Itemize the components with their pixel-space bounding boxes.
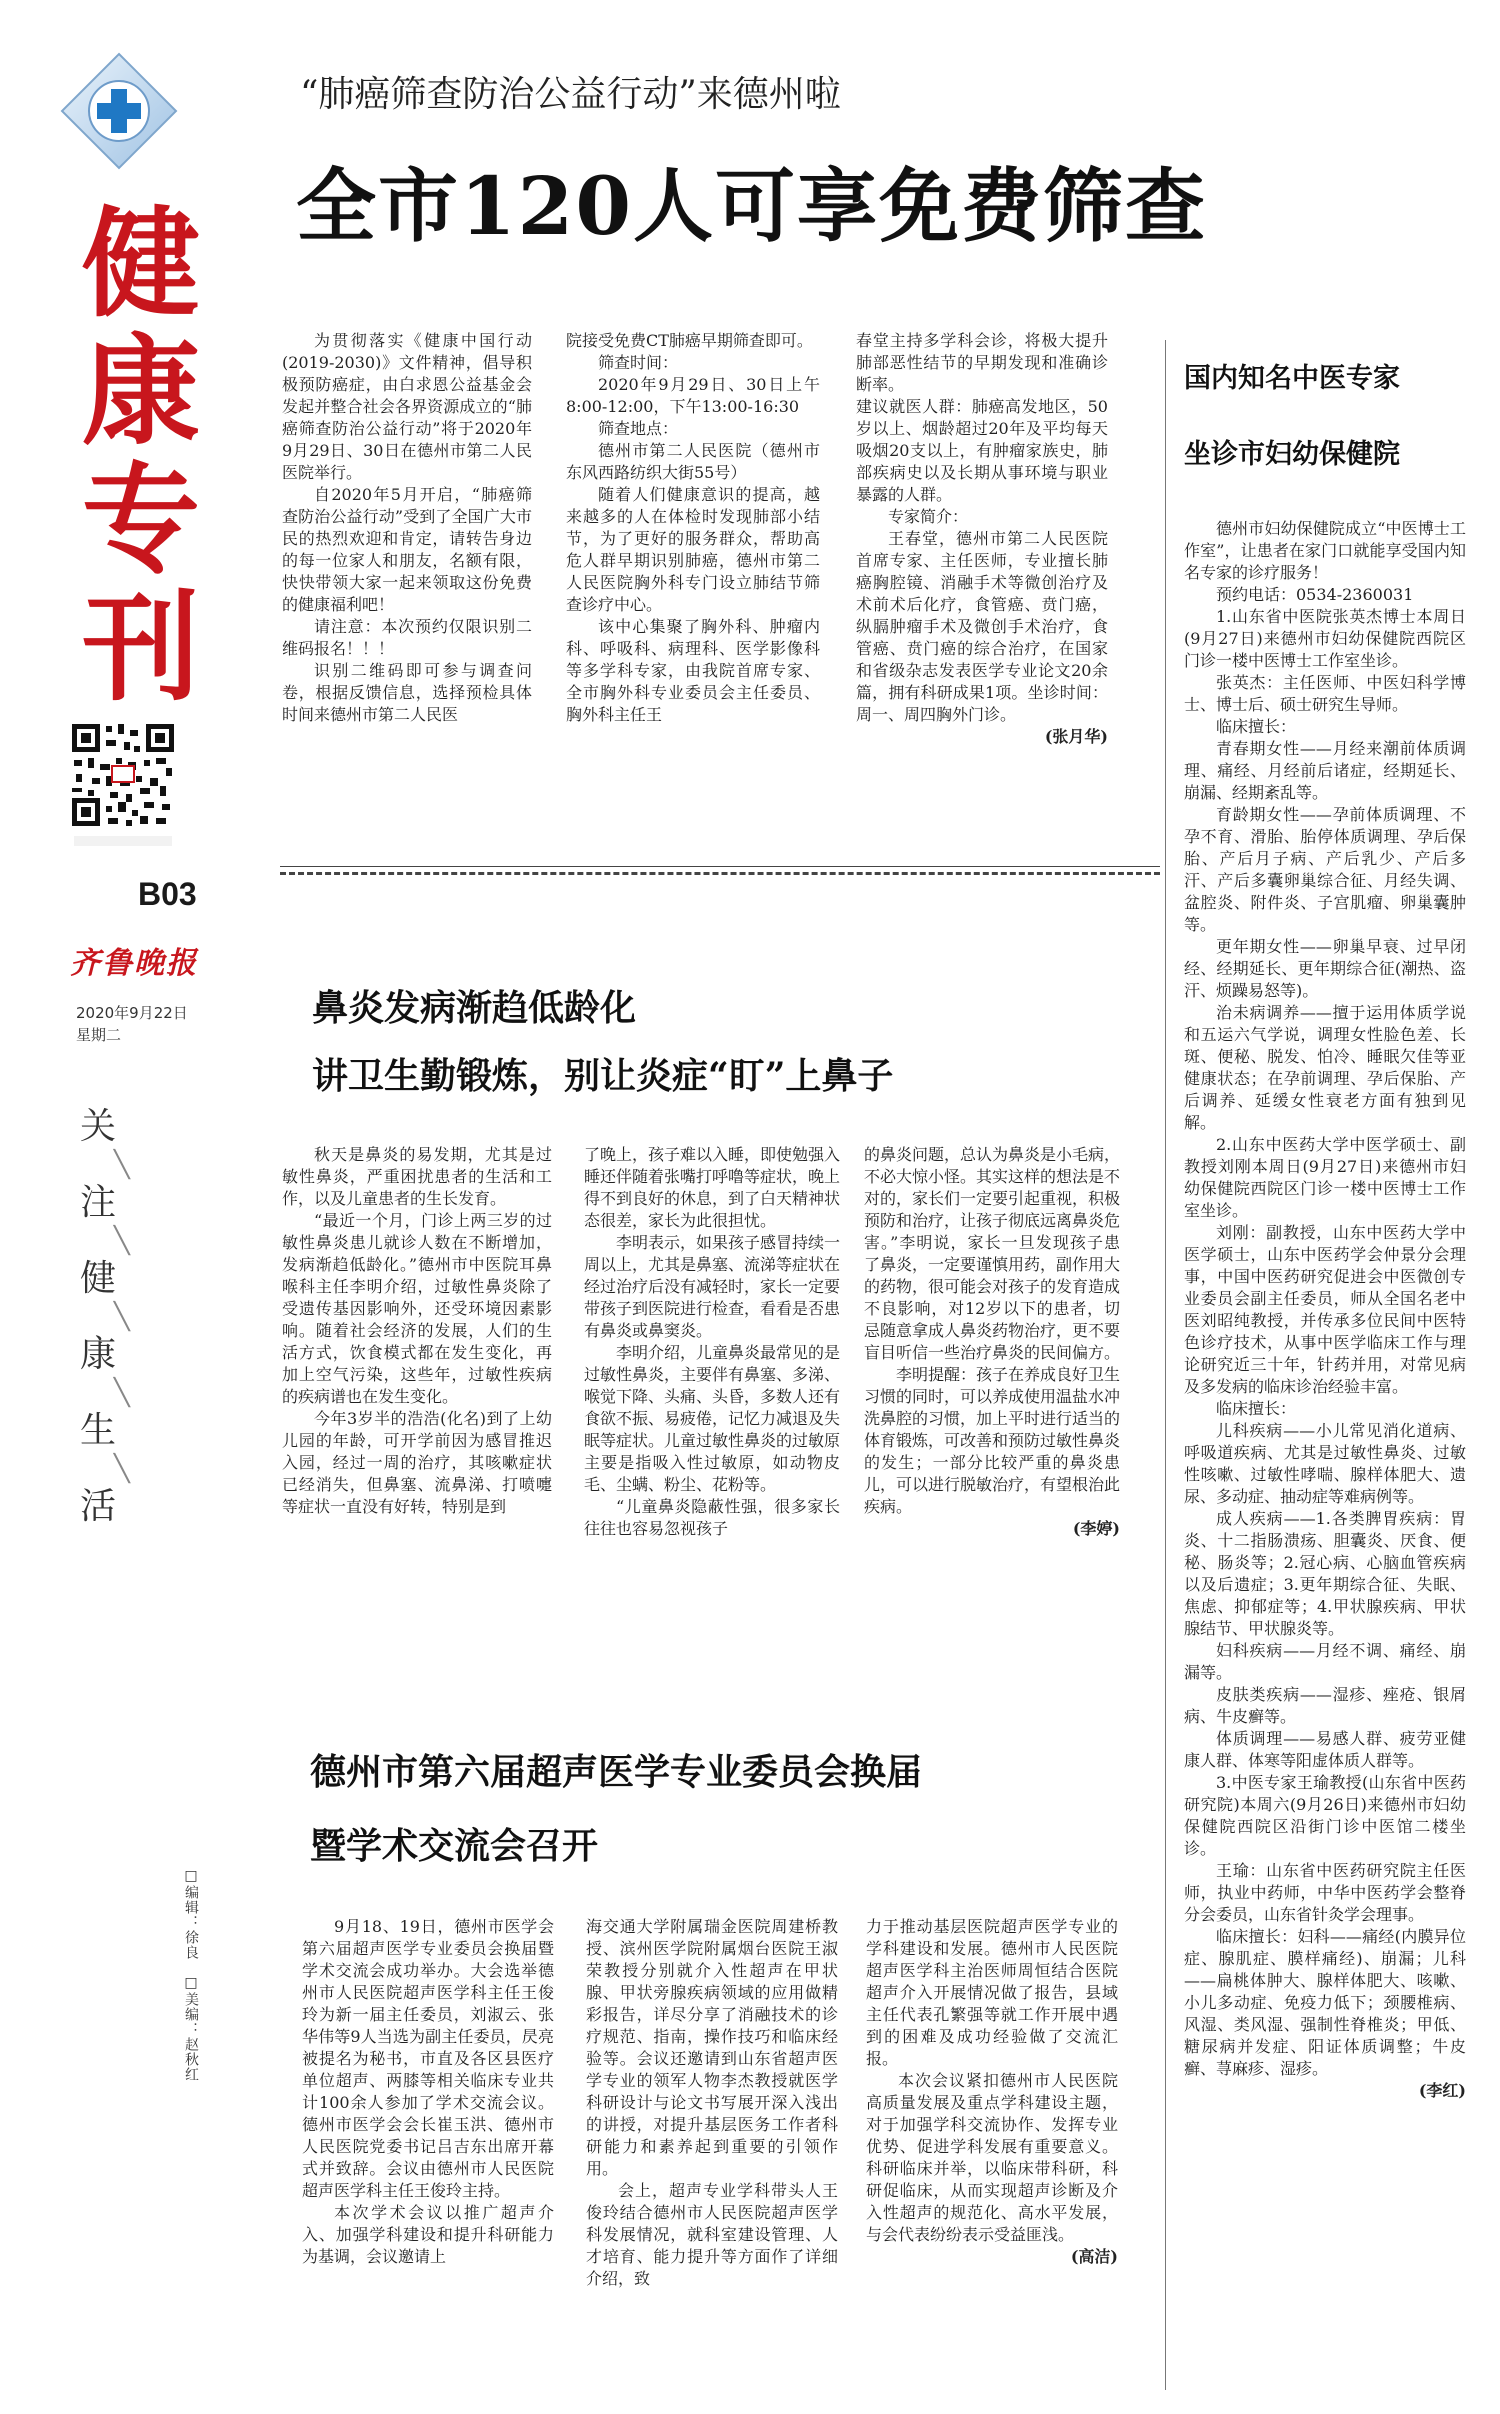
masthead-char: 康 — [81, 322, 200, 461]
paragraph: 3.中医专家王瑜教授(山东省中医药研究院)本周六(9月26日)来德州市妇幼保健院西院区沿街门诊中医馆二楼坐诊。 — [1184, 1773, 1466, 1858]
slash-divider: ╲ — [114, 1454, 130, 1484]
paragraph: 了晚上，孩子难以入睡，即使勉强入睡还伴随着张嘴打呼噜等症状，晚上得不到良好的休息，到了白天精神状态很差，家长为此很担忧。 — [584, 1145, 841, 1230]
slogan-char: 生 — [80, 1410, 117, 1451]
slash-divider: ╲ — [114, 1378, 130, 1408]
qr-code[interactable] — [70, 722, 176, 850]
top-col-3 — [856, 330, 1108, 748]
paragraph: 张英杰：主任医师、中医妇科学博士、博士后、硕士研究生导师。 — [1184, 673, 1466, 714]
right-headline: 国内知名中医专家 — [1184, 363, 1400, 394]
ultrasound-col-3 — [866, 1916, 1118, 2268]
paragraph: 为贯彻落实《健康中国行动(2019-2030)》文件精神，倡导积极预防癌症，由白求恩公益基金会发起并整合社会各界资源成立的“肺癌筛查防治公益行动”将于2020年9月29日、30日在德州市第二人民医院举行。 — [282, 331, 532, 482]
paper-name-logo: 齐鲁晚报 — [70, 946, 198, 981]
paragraph: 该中心集聚了胸外科、肿瘤内科、呼吸科、病理科、医学影像科等多学科专家，由我院首席专家、全市胸外科专业委员会主任委员、胸外科主任王 — [566, 617, 820, 724]
paragraph: 识别二维码即可参与调查问卷，根据反馈信息，选择预检具体时间来德州市第二人民医 — [282, 661, 532, 724]
paragraph: 刘刚：副教授，山东中医药大学中医学硕士，山东中医药学会仲景分会理事，中国中医药研究促进会中医微创专业委员会副主任委员，师从全国名老中医刘昭纯教授，并传承多位民间中医特色诊疗技术，从事中医学临床工作与理论研究近三十年，针药并用，对常见病及多发病的临床诊治经验丰富。 — [1184, 1223, 1466, 1396]
paragraph: 请注意：本次预约仅限识别二维码报名！！！ — [282, 617, 532, 658]
right-subheadline: 坐诊市妇幼保健院 — [1184, 439, 1400, 470]
ultrasound-subtitle: 暨学术交流会召开 — [310, 1825, 599, 1867]
paragraph: 临床擅长：妇科——痛经(内膜异位症、腺肌症、膜样痛经)、崩漏；儿科——扁桃体肿大、腺样体肥大、咳嗽、小儿多动症、免疫力低下；颈腰椎病、风湿、类风湿、强制性脊椎炎；甲低、糖尿病并发症、阳证体质调整；牛皮癣、荨麻疹、湿疹。 — [1184, 1927, 1466, 2078]
right-column-body — [1184, 518, 1466, 2102]
page-headline: 全市120人可享免费筛查 — [296, 159, 1207, 253]
slogan-char: 活 — [80, 1486, 117, 1527]
rhinitis-col-1 — [282, 1144, 552, 1518]
paragraph: 德州市第二人民医院（德州市东风西路纺织大街55号） — [566, 441, 820, 482]
slogan-char: 健 — [80, 1258, 117, 1299]
masthead-char: 专 — [81, 450, 200, 589]
paragraph: 王春堂，德州市第二人民医院首席专家、主任医师，专业擅长肺癌胸腔镜、消融手术等微创治疗及术前术后化疗，食管癌、贲门癌，纵膈肿瘤手术及微创手术治疗，食管癌、贲门癌的综合治疗，在国家和省级杂志发表医学专业论文20余篇，拥有科研成果1项。坐诊时间：周一、周四胸外门诊。 — [856, 529, 1108, 724]
paragraph: 德州市妇幼保健院成立“中医博士工作室”，让患者在家门口就能享受国内知名专家的诊疗服务！ — [1184, 519, 1466, 582]
paragraph: 更年期女性——卵巢早衰、过早闭经、经期延长、更年期综合征(潮热、盗汗、烦躁易怒等)。 — [1184, 937, 1466, 1000]
paragraph: 1.山东省中医院张英杰博士本周日(9月27日)来德州市妇幼保健院西院区门诊一楼中医博士工作室坐诊。 — [1184, 607, 1466, 670]
paragraph: 9月18、19日，德州市医学会第六届超声医学专业委员会换届暨学术交流会成功举办。大会选举德州市人民医院超声医学科主任王俊玲为新一届主任委员，刘淑云、张华伟等9人当选为副主任委员，昃亮被提名为秘书，市直及各区县医疗单位超声、两膝等相关临床专业共计100余人参加了学术交流会议。德州市医学会会长崔玉洪、德州市人民医院党委书记吕吉东出席开幕式并致辞。会议由德州市人民医院超声医学科主任王俊玲主持。 — [302, 1917, 554, 2200]
paragraph: 建议就医人群：肺癌高发地区，50岁以上、烟龄超过20年及平均每天吸烟20支以上，有肿瘤家族史，肺部疾病史以及长期从事环境与职业暴露的人群。 — [856, 397, 1108, 504]
top-col-2 — [566, 330, 820, 726]
paragraph: “儿童鼻炎隐蔽性强，很多家长往往也容易忽视孩子 — [584, 1497, 840, 1538]
slash-divider: ╲ — [114, 1226, 130, 1256]
slogan-char: 康 — [80, 1334, 117, 1375]
paragraph: 院接受免费CT肺癌早期筛查即可。 — [566, 331, 813, 350]
section-divider — [280, 866, 1160, 867]
issue-date — [76, 1002, 188, 1046]
ultrasound-title: 德州市第六届超声医学专业委员会换届 — [310, 1751, 923, 1793]
paragraph: 李明提醒：孩子在养成良好卫生习惯的同时，可以养成使用温盐水冲洗鼻腔的习惯，加上平时进行适当的体育锻炼，可改善和预防过敏性鼻炎的发生；一部分比较严重的鼻炎患儿，可以进行脱敏治疗，有望根治此疾病。 — [864, 1365, 1121, 1516]
slash-divider: ╲ — [114, 1302, 130, 1332]
paragraph: 力于推动基层医院超声医学专业的学科建设和发展。德州市人民医院超声医学科主治医师周恒结合医院超声介入开展情况做了报告，县域主任代表孔繁强等就工作开展中遇到的困难及成功经验做了交流汇报。 — [866, 1917, 1118, 2068]
paragraph: 青春期女性——月经来潮前体质调理、痛经、月经前后诸症，经期延长、崩漏、经期紊乱等。 — [1184, 739, 1466, 802]
ultrasound-col-2 — [586, 1916, 838, 2290]
paragraph: 育龄期女性——孕前体质调理、不孕不育、滑胎、胎停体质调理、孕后保胎、产后月子病、产后乳少、产后多汗、产后多囊卵巢综合征、月经失调、盆腔炎、附件炎、子宫肌瘤、卵巢囊肿等。 — [1184, 805, 1466, 934]
paragraph: 2.山东中医药大学中医学硕士、副教授刘刚本周日(9月27日)来德州市妇幼保健院西院区门诊一楼中医博士工作室坐诊。 — [1184, 1135, 1466, 1220]
paragraph: 临床擅长： — [1216, 717, 1297, 736]
paragraph: 本次会议紧扣德州市人民医院高质量发展及重点学科建设主题，对于加强学科交流协作、发挥专业优势、促进学科发展有重要意义。科研临床并举，以临床带科研，科研促临床，从而实现超声诊断及介入性超声的规范化、高水平发展，与会代表纷纷表示受益匪浅。 — [866, 2071, 1118, 2244]
paragraph: 皮肤类疾病——湿疹、痤疮、银屑病、牛皮癣等。 — [1184, 1685, 1466, 1726]
paragraph: 筛查时间： — [598, 353, 679, 372]
paragraph: 随着人们健康意识的提高，越来越多的人在体检时发现肺部小结节，为了更好的服务群众，帮助高危人群早期识别肺癌，德州市第二人民医院胸外科专门设立肺结节筛查诊疗中心。 — [566, 485, 820, 614]
weekday: 星期二 — [76, 1026, 122, 1044]
byline: (高洁) — [1070, 2247, 1118, 2266]
paragraph: 筛查地点： — [598, 419, 679, 438]
page-number: B03 — [138, 876, 197, 912]
paragraph: 李明表示，如果孩子感冒持续一周以上，尤其是鼻塞、流涕等症状在经过治疗后没有减轻时，家长一定要带孩子到医院进行检查，看看是否患有鼻炎或鼻窦炎。 — [584, 1233, 841, 1340]
slash-divider: ╲ — [114, 1150, 130, 1180]
paragraph: 预约电话：0534-2360031 — [1216, 585, 1414, 604]
paragraph: 秋天是鼻炎的易发期，尤其是过敏性鼻炎，严重困扰患者的生活和工作，以及儿童患者的生长发育。 — [282, 1145, 552, 1208]
date: 2020年9月22日 — [76, 1004, 188, 1022]
paragraph: 会上，超声专业学科带头人王俊玲结合德州市人民医院超声医学科发展情况，就科室建设管理、人才培育、能力提升等方面作了详细介绍，致 — [586, 2181, 838, 2288]
slogan-char: 注 — [80, 1182, 117, 1223]
paragraph: “最近一个月，门诊上两三岁的过敏性鼻炎患儿就诊人数在不断增加，发病渐趋低龄化。”德州市中医院耳鼻喉科主任李明介绍，过敏性鼻炎除了受遗传基因影响外，还受环境因素影响。随着社会经济的发展，人们的生活方式，饮食模式都在发生变化，再加上空气污染，这些年，过敏性疾病的疾病谱也在发生变化。 — [282, 1211, 552, 1406]
medical-cross-icon — [60, 52, 178, 170]
ultrasound-col-1 — [302, 1916, 554, 2268]
paragraph: 李明介绍，儿童鼻炎最常见的是过敏性鼻炎，主要伴有鼻塞、多涕、喉觉下降、头痛、头昏，多数人还有食欲不振、易疲倦，记忆力减退及失眠等症状。儿童过敏性鼻炎的过敏原主要是指吸入性过敏原，如动物皮毛、尘螨、粉尘、花粉等。 — [584, 1343, 841, 1494]
rhinitis-subtitle: 讲卫生勤锻炼，别让炎症“盯”上鼻子 — [312, 1055, 894, 1097]
paragraph: 2020年9月29日、30日上午8:00-12:00，下午13:00-16:30 — [566, 375, 820, 416]
paragraph: 儿科疾病——小儿常见消化道病、呼吸道疾病、尤其是过敏性鼻炎、过敏性咳嗽、过敏性哮喘、腺样体肥大、遗尿、多动症、抽动症等难病例等。 — [1184, 1421, 1466, 1506]
byline: (李婷) — [1072, 1519, 1120, 1538]
byline: (张月华) — [1044, 727, 1108, 746]
paragraph: 海交通大学附属瑞金医院周建桥教授、滨州医学院附属烟台医院王淑荣教授分别就介入性超声在甲状腺、甲状旁腺疾病领域的应用做精彩报告，详尽分享了消融技术的诊疗规范、指南，操作技巧和临床经验等。会议还邀请到山东省超声医学专业的领军人物李杰教授就医学科研设计与论文书写展开深入浅出的讲授，对提升基层医务工作者科研能力和素养起到重要的引领作用。 — [586, 1917, 838, 2178]
paragraph: 体质调理——易感人群、疲劳亚健康人群、体寒等阳虚体质人群等。 — [1184, 1729, 1466, 1770]
masthead-char: 健 — [81, 194, 200, 333]
byline: (李红) — [1418, 2081, 1466, 2100]
paragraph: 今年3岁半的浩浩(化名)到了上幼儿园的年龄，可开学前因为感冒推迟入园，经过一周的治疗，其咳嗽症状已经消失，但鼻塞、流鼻涕、打喷嚏等症状一直没有好转，特别是到 — [282, 1409, 552, 1516]
paragraph: 自2020年5月开启，“肺癌筛查防治公益行动”受到了全国广大市民的热烈欢迎和肯定，请转告身边的每一位家人和朋友，名额有限，快快带领大家一起来领取这份免费的健康福利吧！ — [282, 485, 532, 614]
rhinitis-col-3 — [864, 1144, 1120, 1540]
section-divider-dashed — [280, 872, 1160, 875]
editor-credits: □编辑：徐良 □美编：赵秋红 — [183, 1868, 199, 2082]
story-kicker: “肺癌筛查防治公益行动”来德州啦 — [300, 74, 841, 115]
paragraph: 王瑜：山东省中医药研究院主任医师，执业中药师，中华中医药学会整脊分会委员，山东省针灸学会理事。 — [1184, 1861, 1466, 1924]
column-rule — [1165, 340, 1166, 2390]
masthead-char: 刊 — [81, 578, 200, 717]
paragraph: 本次学术会议以推广超声介入、加强学科建设和提升科研能力为基调，会议邀请上 — [302, 2203, 554, 2266]
slogan-char: 关 — [80, 1106, 117, 1147]
paragraph: 春堂主持多学科会诊，将极大提升肺部恶性结节的早期发现和准确诊断率。 — [856, 331, 1108, 394]
top-col-1 — [282, 330, 532, 726]
masthead — [66, 194, 216, 717]
paragraph: 专家简介： — [888, 507, 969, 526]
rhinitis-col-2 — [584, 1144, 840, 1540]
paragraph: 临床擅长： — [1216, 1399, 1297, 1418]
paragraph: 妇科疾病——月经不调、痛经、崩漏等。 — [1184, 1641, 1466, 1682]
concern-vertical-slogan — [80, 1104, 150, 1530]
paragraph: 治未病调养——擅于运用体质学说和五运六气学说，调理女性脸色差、长斑、便秘、脱发、怕冷、睡眠欠佳等亚健康状态；在孕前调理、孕后保胎、产后调养、延缓女性衰老方面有独到见解。 — [1184, 1003, 1466, 1132]
paragraph: 的鼻炎问题，总认为鼻炎是小毛病，不必大惊小怪。其实这样的想法是不对的，家长们一定要引起重视，积极预防和治疗，让孩子彻底远离鼻炎危害。”李明说，家长一旦发现孩子患了鼻炎，一定要谨慎用药，副作用大的药物，很可能会对孩子的发育造成不良影响，对12岁以下的患者，切忌随意拿成人鼻炎药物治疗，更不要盲目听信一些治疗鼻炎的民间偏方。 — [864, 1145, 1121, 1362]
rhinitis-title: 鼻炎发病渐趋低龄化 — [312, 987, 637, 1029]
paragraph: 成人疾病——1.各类脾胃疾病：胃炎、十二指肠溃疡、胆囊炎、厌食、便秘、肠炎等；2.冠心病、心脑血管疾病以及后遗症；3.更年期综合征、失眠、焦虑、抑郁症等；4.甲状腺疾病、甲状腺结节、甲状腺炎等。 — [1184, 1509, 1466, 1638]
